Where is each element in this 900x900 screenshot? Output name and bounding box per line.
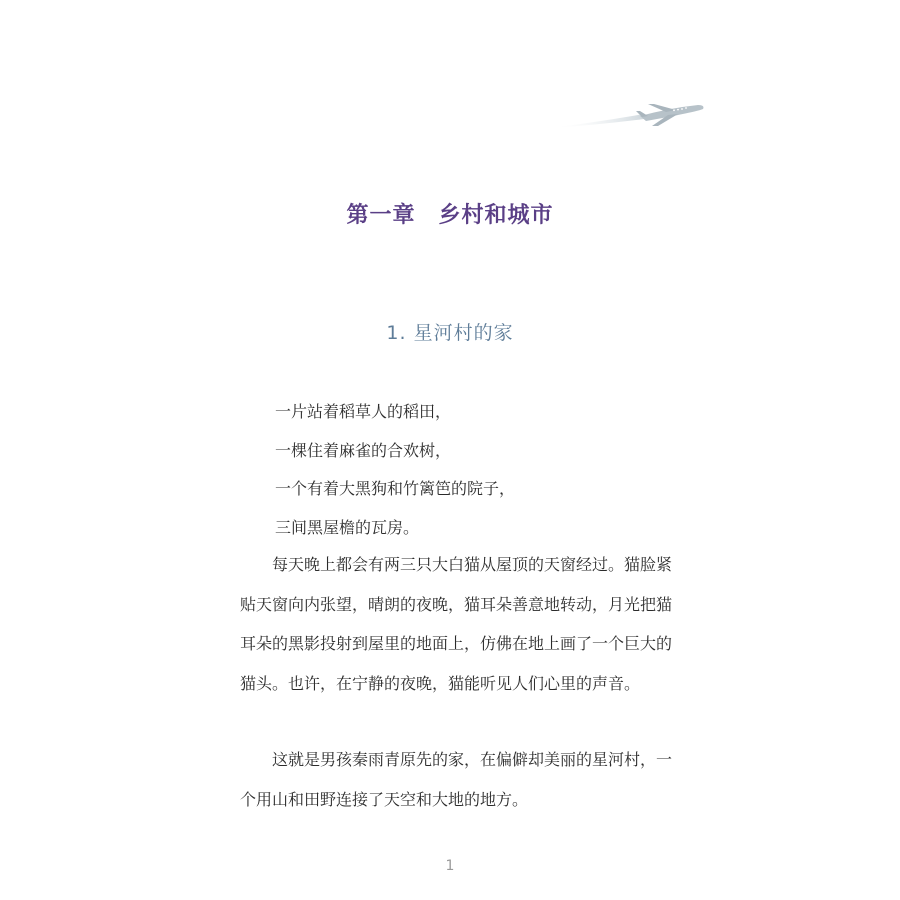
poem-line: 一个有着大黑狗和竹篱笆的院子， (275, 479, 516, 498)
section-title: 1. 星河村的家 (386, 322, 514, 344)
chapter-title: 第一章 乡村和城市 (346, 202, 554, 228)
poem-line: 一棵住着麻雀的合欢树， (275, 440, 452, 460)
poem-line: 一片站着稻草人的稻田， (275, 402, 452, 421)
body-paragraph: 每天晚上都会有两三只大白猫从屋顶的天窗经过。猫脸紧贴天窗向内张望，晴朗的夜晚，猫耳朵善意地转动，月光把猫耳朵的黑影投射到屋里的地面上，仿佛在地上画了一个巨大的猫头。也许，在宁静的夜晚，猫能听见人们心里的声音。 (240, 555, 673, 693)
page-number: 1 (445, 858, 455, 874)
poem-line: 三间黑屋檐的瓦房。 (275, 517, 420, 537)
airplane-icon (548, 92, 708, 134)
body-paragraph: 这就是男孩秦雨青原先的家，在偏僻却美丽的星河村，一个用山和田野连接了天空和大地的地方。 (240, 750, 673, 809)
poem (275, 393, 695, 547)
